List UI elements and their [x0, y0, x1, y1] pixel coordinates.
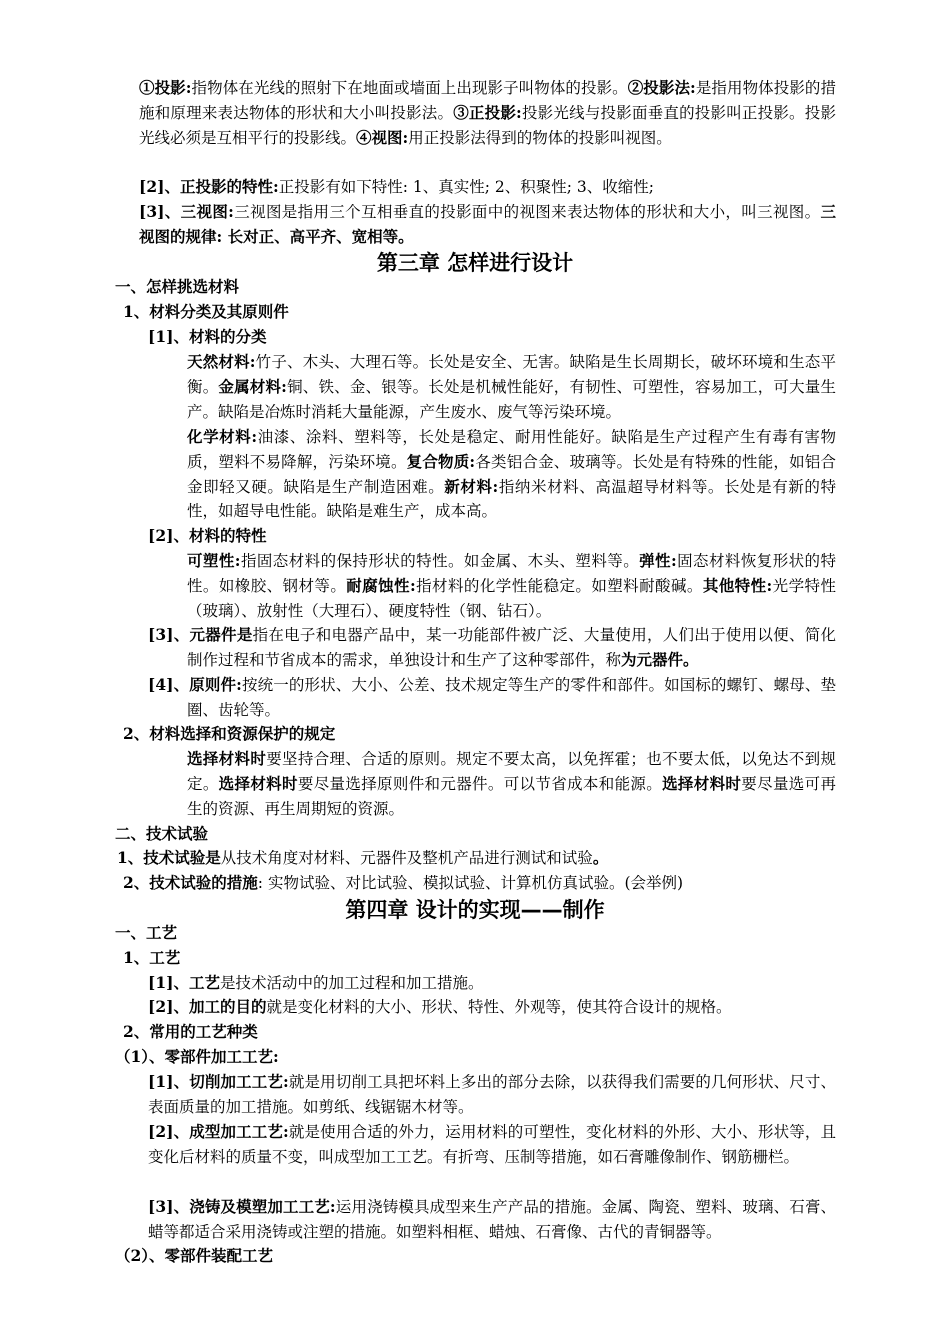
subsection-heading: 2、常用的工艺种类 — [123, 1022, 258, 1041]
text: 用正投影法得到的物体的投影叫视图。 — [408, 128, 672, 147]
text: 指固态材料的保持形状的特性。如金属、木头、塑料等。 — [240, 552, 640, 570]
text: 投影光线与投影面垂直的投影叫正投影。投影光线必须是互相平行的投影线。 — [139, 103, 836, 147]
item-heading: [2]、材料的特性 — [148, 526, 267, 545]
text: 是指用物体投影的措施和原理来表达物体的形状和大小叫投影法。 — [139, 79, 836, 122]
material-properties-paragraph — [187, 549, 836, 623]
term-select-material: 选择材料时 — [187, 749, 267, 768]
term-projection: ①投影: — [139, 78, 192, 97]
term-natural-materials: 天然材料: — [187, 352, 256, 371]
three-views-rule: 三视图的规律: 长对正、高平齐、宽相等。 — [139, 202, 836, 246]
casting-process-paragraph — [148, 1195, 836, 1245]
term-elasticity: 弹性: — [639, 551, 677, 570]
text: 要坚持合理、合适的原则。规定不要太高，以免挥霍；也不要太低，以免达不到规定。 — [187, 750, 836, 793]
term-new-materials: 新材料: — [444, 476, 499, 496]
text: 三视图是指用三个互相垂直的投影面中的视图来表达物体的形状和大小，叫三视图。 — [233, 203, 821, 221]
term-processing-purpose: [2]、加工的目的 — [148, 997, 267, 1016]
chapter-4-title: 第四章 设计的实现——制作 — [345, 898, 605, 922]
text: 就是用切削工具把坏料上多出的部分去除，以获得我们需要的几何形状、尺寸、表面质量的加工措施。如剪纸、线锯锯木材等。 — [148, 1073, 836, 1116]
term-chemical-materials: 化学材料: — [187, 427, 258, 446]
term-components-end: 为元器件。 — [621, 649, 699, 669]
term-plasticity: 可塑性: — [187, 551, 241, 570]
term-components: [3]、元器件是 — [148, 625, 253, 644]
section-heading: 一、工艺 — [115, 923, 178, 942]
material-selection-paragraph — [187, 747, 836, 821]
text: 固态材料恢复形状的特性。如橡胶、钢材等。 — [187, 552, 836, 595]
section-heading: 二、技术试验 — [115, 824, 209, 843]
orthographic-properties-paragraph — [139, 175, 836, 200]
text: 按统一的形状、大小、公差、技术规定等生产的零件和部件。如国标的螺钉、螺母、垫圈、齿轮等。 — [187, 676, 836, 719]
term-view: ④视图: — [356, 127, 409, 147]
natural-metal-materials-paragraph — [187, 350, 836, 424]
subsection-heading: 1、工艺 — [123, 948, 181, 967]
item-heading: （2）、零部件装配工艺 — [115, 1246, 274, 1265]
three-views-paragraph — [139, 200, 836, 250]
text: : 实物试验、对比试验、模拟试验、计算机仿真试验。(会举例) — [257, 874, 684, 892]
term-select-material: 选择材料时 — [218, 773, 298, 793]
text: 就是变化材料的大小、形状、特性、外观等，使其符合设计的规格。 — [266, 998, 732, 1016]
technical-test-definition — [117, 846, 837, 871]
item-heading: （1）、零部件加工工艺: — [115, 1047, 279, 1066]
text: 要尽量选择原则件和元器件。可以节省成本和能源。 — [297, 774, 663, 793]
term-standard-parts: [4]、原则件: — [148, 675, 242, 694]
components-paragraph — [148, 623, 836, 673]
chemical-composite-new-materials-paragraph — [187, 425, 836, 524]
term-orthographic-projection: ③正投影: — [453, 102, 522, 122]
process-definition — [148, 971, 836, 996]
text: 油漆、涂料、塑料等，长处是稳定、耐用性能好。缺陷是生产过程产生有毒有害物质，塑料不易降解，污染环境。 — [187, 428, 836, 471]
text: 是技术活动中的加工过程和加工措施。 — [219, 974, 484, 992]
term-projection-method: ②投影法: — [627, 78, 696, 97]
term-corrosion-resistance: 耐腐蚀性: — [346, 575, 416, 595]
term-casting-process: [3]、浇铸及模塑加工工艺: — [148, 1197, 336, 1216]
term-test-methods: 2、技术试验的措施 — [123, 873, 258, 892]
term-cutting-process: [1]、切削加工工艺: — [148, 1072, 289, 1091]
cutting-process-paragraph — [148, 1070, 836, 1120]
term-orthographic-properties: [2]、正投影的特性: — [139, 177, 279, 196]
term-three-views: [3]、三视图: — [139, 202, 234, 221]
term-metal-materials: 金属材料: — [218, 376, 287, 396]
term-forming-process: [2]、成型加工工艺: — [148, 1122, 289, 1141]
standard-parts-paragraph — [148, 673, 836, 723]
term-select-material: 选择材料时 — [662, 773, 742, 793]
text: 各类铝合金、玻璃等。长处是有特殊的性能，如铝合金即轻又硬。缺陷是生产制造困难。 — [187, 452, 836, 496]
chapter-3-title: 第三章 怎样进行设计 — [376, 251, 574, 275]
term-composite: 复合物质: — [406, 451, 476, 471]
text: 从技术角度对材料、元器件及整机产品进行测试和试验 — [220, 849, 593, 867]
text: 正投影有如下特性: 1、真实性; 2、积聚性; 3、收缩性; — [278, 178, 654, 196]
subsection-heading: 2、材料选择和资源保护的规定 — [123, 724, 336, 743]
text: 指物体在光线的照射下在地面或墙面上出现影子叫物体的投影。 — [191, 79, 628, 97]
text: 运用浇铸模具成型来生产产品的措施。金属、陶瓷、塑料、玻璃、石膏、蜡等都适合采用浇铸或注塑的措施。如塑料相框、蜡烛、石膏像、古代的青铜器等。 — [148, 1198, 836, 1241]
forming-process-paragraph — [148, 1120, 836, 1170]
text: 。 — [592, 848, 609, 867]
technical-test-methods — [123, 871, 837, 896]
text: 光学特性（玻璃）、放射性（大理石）、硬度特性（钢、钻石）。 — [187, 576, 836, 620]
section-heading: 一、怎样挑选材料 — [115, 277, 240, 296]
text: 铜、铁、金、银等。长处是机械性能好，有韧性、可塑性，容易加工，可大量生产。缺陷是冶炼时消耗大量能源，产生废水、废气等污染环境。 — [187, 377, 836, 421]
text: 指材料的化学性能稳定。如塑料耐酸碱。 — [415, 576, 703, 595]
projection-definitions-paragraph — [139, 76, 836, 150]
processing-purpose — [148, 995, 836, 1020]
text: 就是使用合适的外力，运用材料的可塑性，变化材料的外形、大小、形状等，且变化后材料的质量不变，叫成型加工工艺。有折弯、压制等措施，如石膏雕像制作、钢筋栅栏。 — [148, 1123, 836, 1166]
subsection-heading: 1、材料分类及其原则件 — [123, 302, 289, 321]
term-technical-test: 1、技术试验是 — [117, 848, 221, 867]
text: 要尽量选可再生的资源、再生周期短的资源。 — [187, 774, 836, 818]
item-heading: [1]、材料的分类 — [148, 327, 267, 346]
text: 竹子、木头、大理石等。长处是安全、无害。缺陷是生长周期长，破坏环境和生态平衡。 — [187, 353, 836, 396]
text: 指在电子和电器产品中，某一功能部件被广泛、大量使用，人们出于使用以便、简化制作过程和节省成本的需求，单独设计和生产了这种零部件，称 — [187, 626, 836, 669]
term-other-properties: 其他特性: — [702, 575, 773, 595]
text: 指纳米材料、高温超导材料等。长处是有新的特性，如超导电性能。缺陷是难生产，成本高。 — [187, 477, 836, 521]
term-process: [1]、工艺 — [148, 973, 220, 992]
